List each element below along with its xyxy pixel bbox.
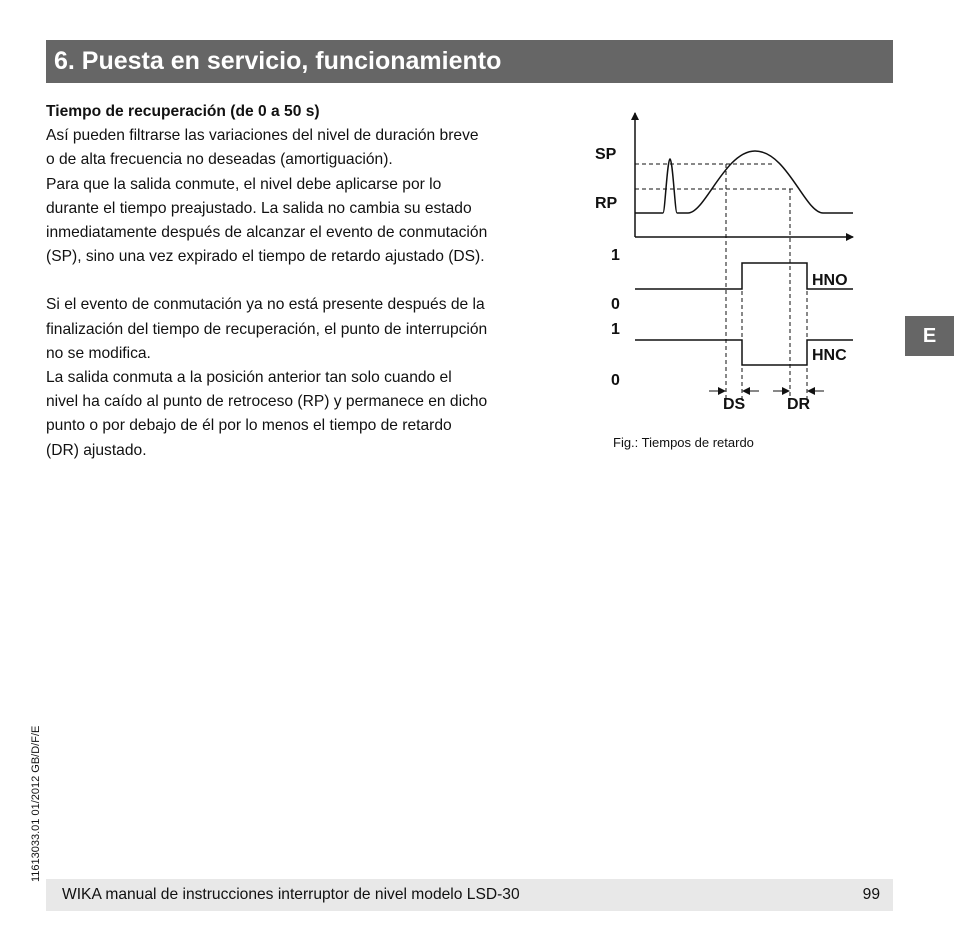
ds-label: DS (723, 396, 746, 413)
paragraph-line: inmediatamente después de alcanzar el evento de conmutación (46, 224, 488, 242)
paragraph-line: nivel ha caído al punto de retroceso (RP) y permanece en dicho (46, 393, 488, 411)
paragraph-gap (46, 269, 576, 293)
hnc-zero-label: 0 (611, 372, 620, 389)
footer-bar (46, 879, 893, 911)
footer-text: WIKA manual de instrucciones interruptor de nivel modelo LSD-30 (62, 886, 520, 903)
rp-label: RP (595, 195, 618, 212)
body-text (46, 100, 576, 463)
paragraph-line: (DR) ajustado. (46, 441, 147, 459)
paragraph-line: Si el evento de conmutación ya no está presente después de la (46, 296, 485, 314)
paragraph-line: no se modifica. (46, 344, 151, 362)
document-id: 11613033.01 01/2012 GB/D/F/E (30, 725, 42, 882)
hnc-label: HNC (812, 347, 847, 364)
figure-caption: Fig.: Tiempos de retardo (613, 435, 754, 450)
hnc-one-label: 1 (611, 321, 620, 338)
paragraph-line: Para que la salida conmute, el nivel debe aplicarse por lo (46, 175, 442, 193)
hno-one-label: 1 (611, 247, 620, 264)
sp-label: SP (595, 146, 617, 163)
paragraph-line: Así pueden filtrarse las variaciones del nivel de duración breve (46, 127, 479, 145)
dr-label: DR (787, 396, 811, 413)
subheading: Tiempo de recuperación (de 0 a 50 s) (46, 103, 320, 120)
language-tab: E (905, 316, 954, 356)
paragraph-line: durante el tiempo preajustado. La salida no cambia su estado (46, 199, 472, 217)
paragraph-line: finalización del tiempo de recuperación, el punto de interrupción (46, 320, 488, 338)
paragraph-line: o de alta frecuencia no deseadas (amortiguación). (46, 151, 393, 169)
hno-label: HNO (812, 272, 848, 289)
section-header (46, 40, 893, 83)
page-number: 99 (862, 886, 880, 903)
paragraph-line: (SP), sino una vez expirado el tiempo de retardo ajustado (DS). (46, 248, 485, 266)
section-title: 6. Puesta en servicio, funcionamiento (54, 47, 502, 75)
paragraph-line: punto o por debajo de él por lo menos el tiempo de retardo (46, 417, 452, 435)
paragraph-line: La salida conmuta a la posición anterior tan solo cuando el (46, 369, 452, 387)
timing-diagram (565, 103, 860, 425)
hno-zero-label: 0 (611, 296, 620, 313)
